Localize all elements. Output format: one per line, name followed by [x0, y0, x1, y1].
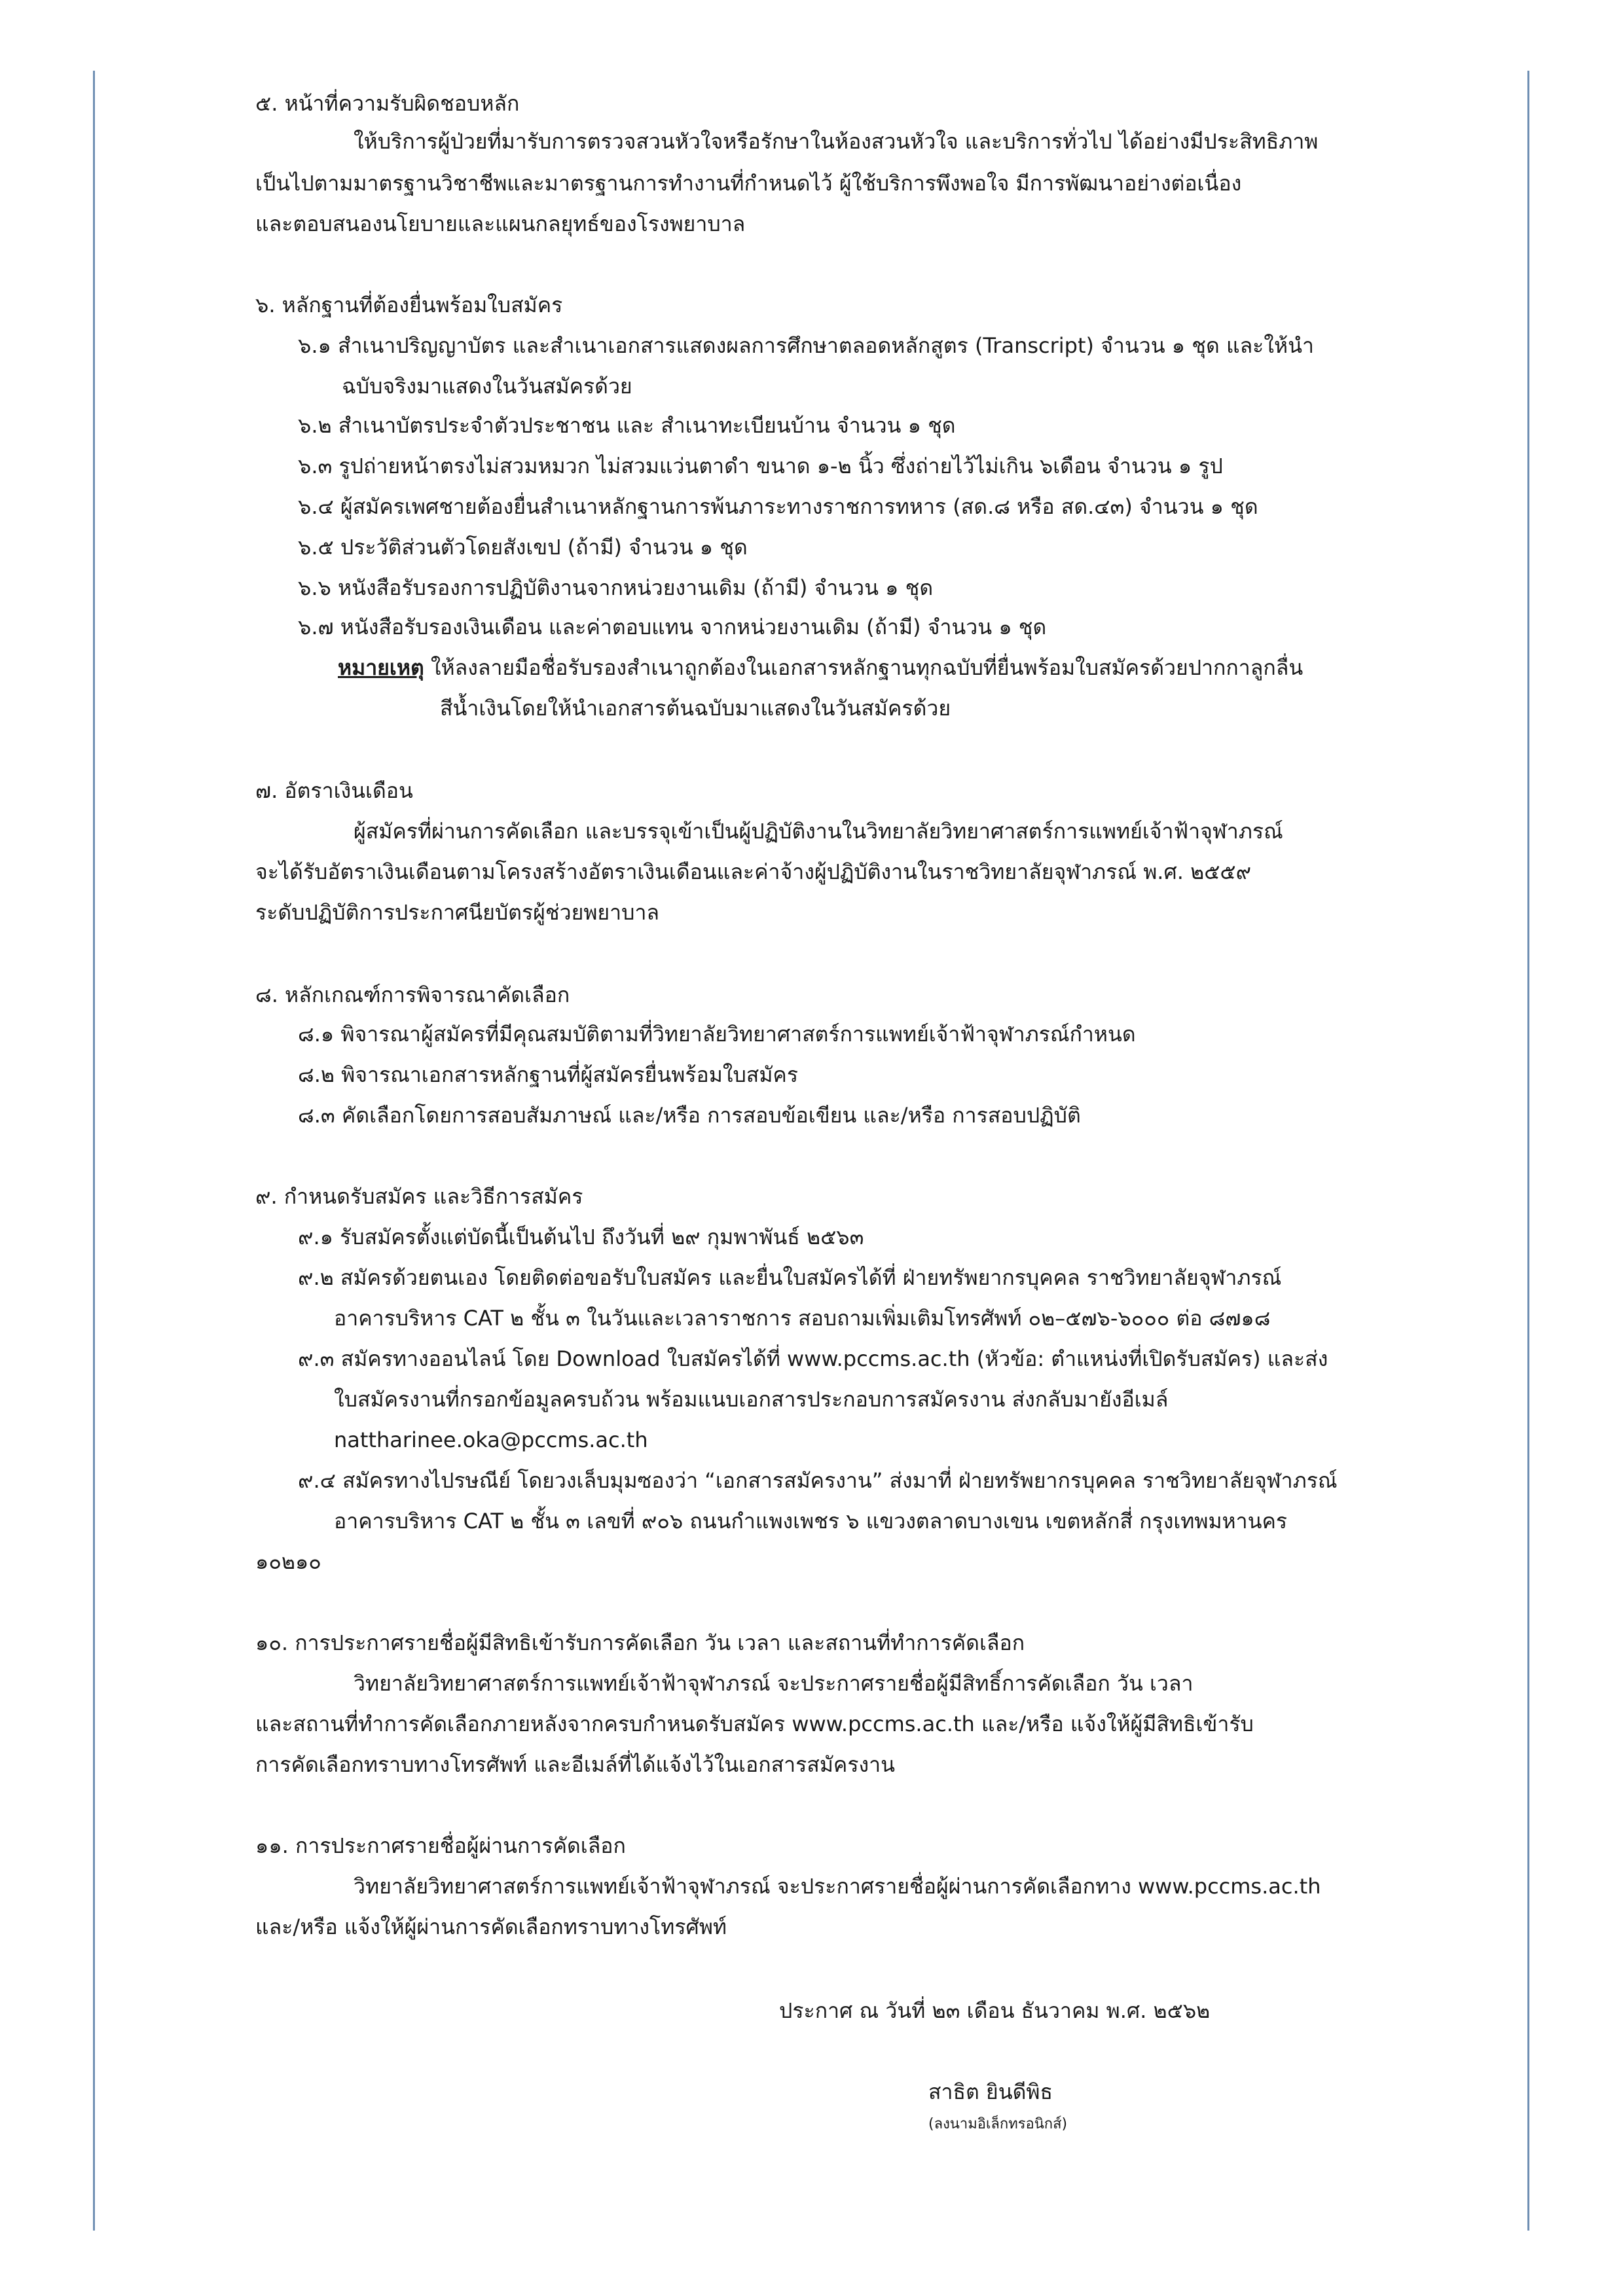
section-7-heading: ๗. อัตราเงินเดือน	[255, 778, 413, 803]
section-5-line-1: ให้บริการผู้ป่วยที่มารับการตรวจสวนหัวใจหรือรักษาในห้องสวนหัวใจ และบริการทั่วไป ได้อย่างมีประสิทธิภาพ	[354, 129, 1319, 154]
section-5-heading: ๕. หน้าที่ความรับผิดชอบหลัก	[255, 91, 520, 116]
section-11-line-2: และ/หรือ แจ้งให้ผู้ผ่านการคัดเลือกทราบทางโทรศัพท์	[255, 1914, 727, 1939]
section-6-item-1a: ๖.๑ สำเนาปริญญาบัตร และสำเนาเอกสารแสดงผลการศึกษาตลอดหลักสูตร (Transcript) จำนวน ๑ ชุด และให้นำ	[298, 333, 1314, 358]
section-9-item-2b: อาคารบริหาร CAT ๒ ชั้น ๓ ในวันและเวลาราชการ สอบถามเพิ่มเติมโทรศัพท์ ๐๒–๕๗๖-๖๐๐๐ ต่อ ๘๗๑๘	[334, 1306, 1271, 1331]
electronic-signature-note: (ลงนามอิเล็กทรอนิกส์)	[928, 2116, 1068, 2132]
section-10-heading: ๑๐. การประกาศรายชื่อผู้มีสิทธิเข้ารับการคัดเลือก วัน เวลา และสถานที่ทำการคัดเลือก	[255, 1630, 1025, 1655]
announcement-date: ประกาศ ณ วันที่ ๒๓ เดือน ธันวาคม พ.ศ. ๒๕๖๒	[779, 1998, 1211, 2023]
note-label: หมายเหตุ	[338, 655, 424, 680]
section-6-item-4: ๖.๔ ผู้สมัครเพศชายต้องยื่นสำเนาหลักฐานการพ้นภาระทางราชการทหาร (สด.๘ หรือ สด.๔๓) จำนวน ๑ ชุด	[298, 494, 1258, 519]
section-9-heading: ๙. กำหนดรับสมัคร และวิธีการสมัคร	[255, 1184, 583, 1209]
section-11-heading: ๑๑. การประกาศรายชื่อผู้ผ่านการคัดเลือก	[255, 1833, 626, 1858]
section-9-item-3b: ใบสมัครงานที่กรอกข้อมูลครบถ้วน พร้อมแนบเอกสารประกอบการสมัครงาน ส่งกลับมายังอีเมล์	[334, 1387, 1169, 1412]
section-10-line-3: การคัดเลือกทราบทางโทรศัพท์ และอีเมล์ที่ได้แจ้งไว้ในเอกสารสมัครงาน	[255, 1752, 895, 1777]
section-9-item-4b: อาคารบริหาร CAT ๒ ชั้น ๓ เลขที่ ๙๐๖ ถนนกำแพงเพชร ๖ แขวงตลาดบางเขน เขตหลักสี่ กรุงเทพมหานคร	[334, 1509, 1288, 1534]
section-6-item-1b: ฉบับจริงมาแสดงในวันสมัครด้วย	[342, 374, 632, 399]
section-9-email: nattharinee.oka@pccms.ac.th	[334, 1427, 648, 1452]
section-6-item-7: ๖.๗ หนังสือรับรองเงินเดือน และค่าตอบแทน จากหน่วยงานเดิม (ถ้ามี) จำนวน ๑ ชุด	[298, 615, 1047, 639]
section-6-item-3: ๖.๓ รูปถ่ายหน้าตรงไม่สวมหมวก ไม่สวมแว่นตาดำ ขนาด ๑-๒ นิ้ว ซึ่งถ่ายไว้ไม่เกิน ๖เดือน จำนวน ๑ รูป	[298, 454, 1223, 478]
section-6-item-5: ๖.๕ ประวัติส่วนตัวโดยสังเขป (ถ้ามี) จำนวน ๑ ชุด	[298, 535, 748, 560]
section-6-note-b: สีน้ำเงินโดยให้นำเอกสารต้นฉบับมาแสดงในวันสมัครด้วย	[440, 696, 951, 721]
section-7-line-2: จะได้รับอัตราเงินเดือนตามโครงสร้างอัตราเงินเดือนและค่าจ้างผู้ปฏิบัติงานในราชวิทยาลัยจุฬาภรณ์ พ.ศ. ๒๕๕๙	[255, 859, 1252, 884]
section-10-line-2: และสถานที่ทำการคัดเลือกภายหลังจากครบกำหนดรับสมัคร www.pccms.ac.th และ/หรือ แจ้งให้ผู้มีสิทธิเข้ารับ	[255, 1712, 1254, 1736]
section-6-note	[338, 655, 1303, 681]
section-5-line-3: และตอบสนองนโยบายและแผนกลยุทธ์ของโรงพยาบาล	[255, 211, 746, 236]
section-7-line-3: ระดับปฏิบัติการประกาศนียบัตรผู้ช่วยพยาบาล	[255, 900, 660, 925]
section-6-item-6: ๖.๖ หนังสือรับรองการปฏิบัติงานจากหน่วยงานเดิม (ถ้ามี) จำนวน ๑ ชุด	[298, 575, 934, 600]
section-8-item-3: ๘.๓ คัดเลือกโดยการสอบสัมภาษณ์ และ/หรือ การสอบข้อเขียน และ/หรือ การสอบปฏิบัติ	[298, 1103, 1081, 1128]
section-5-line-2: เป็นไปตามมาตรฐานวิชาชีพและมาตรฐานการทำงานที่กำหนดไว้ ผู้ใช้บริการพึงพอใจ มีการพัฒนาอย่างต่อเนื่อง	[255, 171, 1242, 196]
section-10-line-1: วิทยาลัยวิทยาศาสตร์การแพทย์เจ้าฟ้าจุฬาภรณ์ จะประกาศรายชื่อผู้มีสิทธิ์การคัดเลือก วัน เวลา	[354, 1671, 1194, 1696]
section-8-heading: ๘. หลักเกณฑ์การพิจารณาคัดเลือก	[255, 982, 570, 1007]
section-6-item-2: ๖.๒ สำเนาบัตรประจำตัวประชาชน และ สำเนาทะเบียนบ้าน จำนวน ๑ ชุด	[298, 413, 956, 438]
section-9-item-2a: ๙.๒ สมัครด้วยตนเอง โดยติดต่อขอรับใบสมัคร และยื่นใบสมัครได้ที่ ฝ่ายทรัพยากรบุคคล ราชวิทยาลัยจุฬาภรณ์	[298, 1265, 1282, 1290]
section-8-item-1: ๘.๑ พิจารณาผู้สมัครที่มีคุณสมบัติตามที่วิทยาลัยวิทยาศาสตร์การแพทย์เจ้าฟ้าจุฬาภรณ์กำหนด	[298, 1022, 1136, 1047]
section-11-line-1: วิทยาลัยวิทยาศาสตร์การแพทย์เจ้าฟ้าจุฬาภรณ์ จะประกาศรายชื่อผู้ผ่านการคัดเลือกทาง www.pccms.ac.th	[354, 1874, 1321, 1899]
section-8-item-2: ๘.๒ พิจารณาเอกสารหลักฐานที่ผู้สมัครยื่นพร้อมใบสมัคร	[298, 1062, 799, 1087]
section-9-item-1: ๙.๑ รับสมัครตั้งแต่บัดนี้เป็นต้นไป ถึงวันที่ ๒๙ กุมพาพันธ์ ๒๕๖๓	[298, 1225, 864, 1249]
section-9-item-3a: ๙.๓ สมัครทางออนไลน์ โดย Download ใบสมัครได้ที่ www.pccms.ac.th (หัวข้อ: ตำแหน่งที่เปิดรับสมัคร) และส่ง	[298, 1346, 1328, 1371]
section-9-postcode: ๑๐๒๑๐	[255, 1549, 321, 1574]
section-7-line-1: ผู้สมัครที่ผ่านการคัดเลือก และบรรจุเข้าเป็นผู้ปฏิบัติงานในวิทยาลัยวิทยาศาสตร์การแพทย์เจ้าฟ้าจุฬาภรณ์	[354, 819, 1283, 844]
section-9-item-4a: ๙.๔ สมัครทางไปรษณีย์ โดยวงเล็บมุมซองว่า “เอกสารสมัครงาน” ส่งมาที่ ฝ่ายทรัพยากรบุคคล ราชวิทยาลัยจุฬาภรณ์	[298, 1468, 1338, 1493]
note-text-a: ให้ลงลายมือชื่อรับรองสำเนาถูกต้องในเอกสารหลักฐานทุกฉบับที่ยื่นพร้อมใบสมัครด้วยปากกาลูกลื่น	[424, 655, 1304, 680]
section-6-heading: ๖. หลักฐานที่ต้องยื่นพร้อมใบสมัคร	[255, 293, 563, 317]
signer-name: สาธิต ยินดีพิธ	[928, 2079, 1053, 2104]
